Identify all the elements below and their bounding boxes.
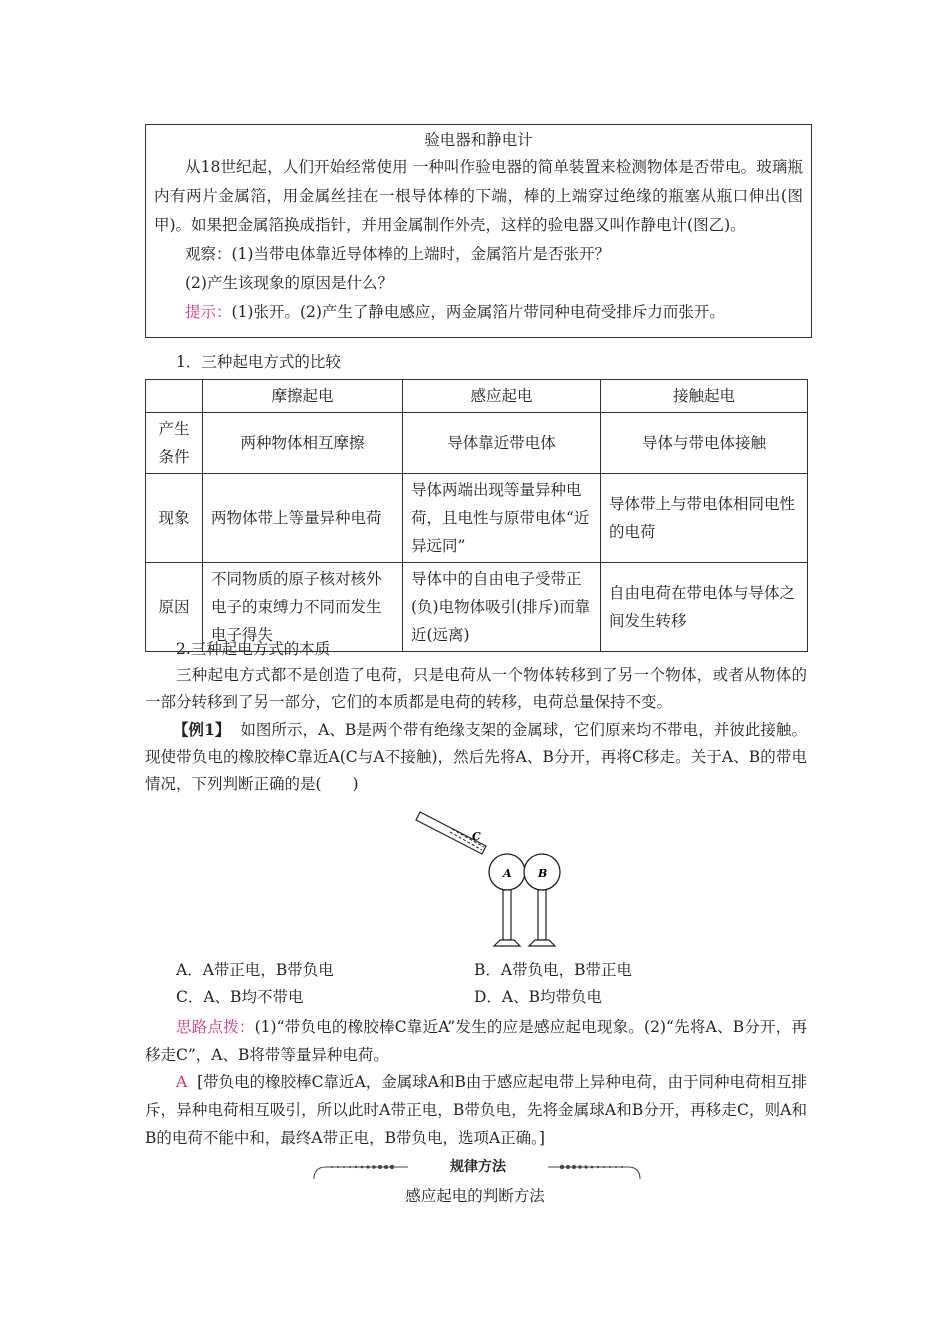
answer-text: [带负电的橡胶棒C靠近A，金属球A和B由于感应起电带上异种电荷，由于同种电荷相互排斥，异种电荷相互吸引，所以此时A带正电，B带负电，先将金属球A和B分开，再移走C，则A和B的电荷不能中和，最终A带正电，B带负电，选项A正确。] bbox=[145, 1073, 808, 1147]
stand-b bbox=[538, 890, 546, 940]
table-cell: 两物体带上等量异种电荷 bbox=[203, 474, 403, 563]
table-cell: 导体与带电体接触 bbox=[601, 413, 808, 474]
banner-title: 规律方法 bbox=[450, 1159, 506, 1175]
method-banner bbox=[312, 1157, 642, 1181]
hint-label: 提示： bbox=[185, 303, 232, 321]
option-c: C．A、B均不带电 bbox=[176, 988, 304, 1006]
tip-label: 思路点拨： bbox=[176, 1018, 255, 1036]
table-header-cell: 感应起电 bbox=[403, 380, 601, 413]
section-2-text: 三种起电方式都不是创造了电荷，只是电荷从一个物体转移到了另一个物体，或者从物体的一部分转移到了另一部分，它们的本质都是电荷的转移，电荷总量保持不变。 bbox=[145, 666, 807, 711]
table-cell: 导体两端出现等量异种电荷，且电性与原带电体“近异远同” bbox=[403, 474, 601, 563]
example-question bbox=[145, 716, 807, 798]
ball-a-label: A bbox=[503, 867, 512, 880]
example-text: 如图所示，A、B是两个带有绝缘支架的金属球，它们原来均不带电，并彼此接触。现使带负电的橡胶棒C靠近A(C与A不接触)，然后先将A、B分开，再将C移走。关于A、B的带电情况，下列判断正确的是( ) bbox=[145, 721, 807, 793]
box-question-1: 观察：(1)当带电体靠近导体棒的上端时，金属箔片是否张开？ bbox=[185, 245, 610, 263]
table-cell: 导体带上与带电体相同电性的电荷 bbox=[601, 474, 808, 563]
box-question-2: (2)产生该现象的原因是什么？ bbox=[185, 274, 393, 292]
hint-text: (1)张开。(2)产生了静电感应，两金属箔片带同种电荷受排斥力而张开。 bbox=[231, 303, 725, 321]
base-b bbox=[529, 940, 555, 946]
thinking-tip bbox=[145, 1013, 807, 1069]
box-paragraph: 从18世纪起，人们开始经常使用 一种叫作验电器的简单装置来检测物体是否带电。玻璃瓶内有两片金属箔，用金属丝挂在一根导体棒的下端，棒的上端穿过绝缘的瓶塞从瓶口伸出(图甲)。如果把金属箔换成指针，并用金属制作外壳，这样的验电器又叫作静电计(图乙)。 bbox=[154, 158, 803, 234]
table-row bbox=[146, 413, 808, 474]
answer-letter: A bbox=[176, 1073, 188, 1091]
section-2-title: 2.三种起电方式的本质 bbox=[176, 640, 331, 658]
example-tag: 【例1】 bbox=[173, 720, 231, 739]
method-title: 感应起电的判断方法 bbox=[405, 1187, 545, 1205]
option-d: D．A、B均带负电 bbox=[474, 988, 603, 1006]
table-cell: 导体靠近带电体 bbox=[403, 413, 601, 474]
table-header-row bbox=[146, 380, 808, 413]
base-a bbox=[494, 940, 520, 946]
table-cell: 导体中的自由电子受带正(负)电物体吸引(排斥)而靠近(远离) bbox=[403, 563, 601, 652]
stand-a bbox=[503, 890, 511, 940]
info-box bbox=[145, 124, 812, 338]
ball-b-label: B bbox=[538, 867, 548, 880]
table-row bbox=[146, 474, 808, 563]
answer-explanation bbox=[145, 1068, 807, 1152]
row-label: 产生条件 bbox=[146, 413, 203, 474]
table-header-cell bbox=[146, 380, 203, 413]
rod-label: C bbox=[472, 830, 481, 843]
row-label: 现象 bbox=[146, 474, 203, 563]
section-1-title: 1．三种起电方式的比较 bbox=[176, 353, 341, 371]
table-header-cell: 摩擦起电 bbox=[203, 380, 403, 413]
box-hint bbox=[154, 298, 803, 327]
table-cell: 自由电荷在带电体与导体之间发生转移 bbox=[601, 563, 808, 652]
option-b: B．A带负电，B带正电 bbox=[474, 961, 632, 979]
option-a: A．A带正电，B带负电 bbox=[176, 961, 334, 979]
table-cell: 两种物体相互摩擦 bbox=[203, 413, 403, 474]
electroscope-figure bbox=[410, 808, 580, 950]
tip-text: (1)“带负电的橡胶棒C靠近A”发生的应是感应起电现象。(2)“先将A、B分开，再移走C”，A、B将带等量异种电荷。 bbox=[145, 1018, 807, 1064]
row-label: 原因 bbox=[146, 563, 203, 652]
comparison-table bbox=[145, 379, 808, 652]
table-cell: 不同物质的原子核对核外电子的束缚力不同而发生电子得失 bbox=[203, 563, 403, 652]
box-title: 验电器和静电计 bbox=[424, 131, 533, 149]
table-header-cell: 接触起电 bbox=[601, 380, 808, 413]
